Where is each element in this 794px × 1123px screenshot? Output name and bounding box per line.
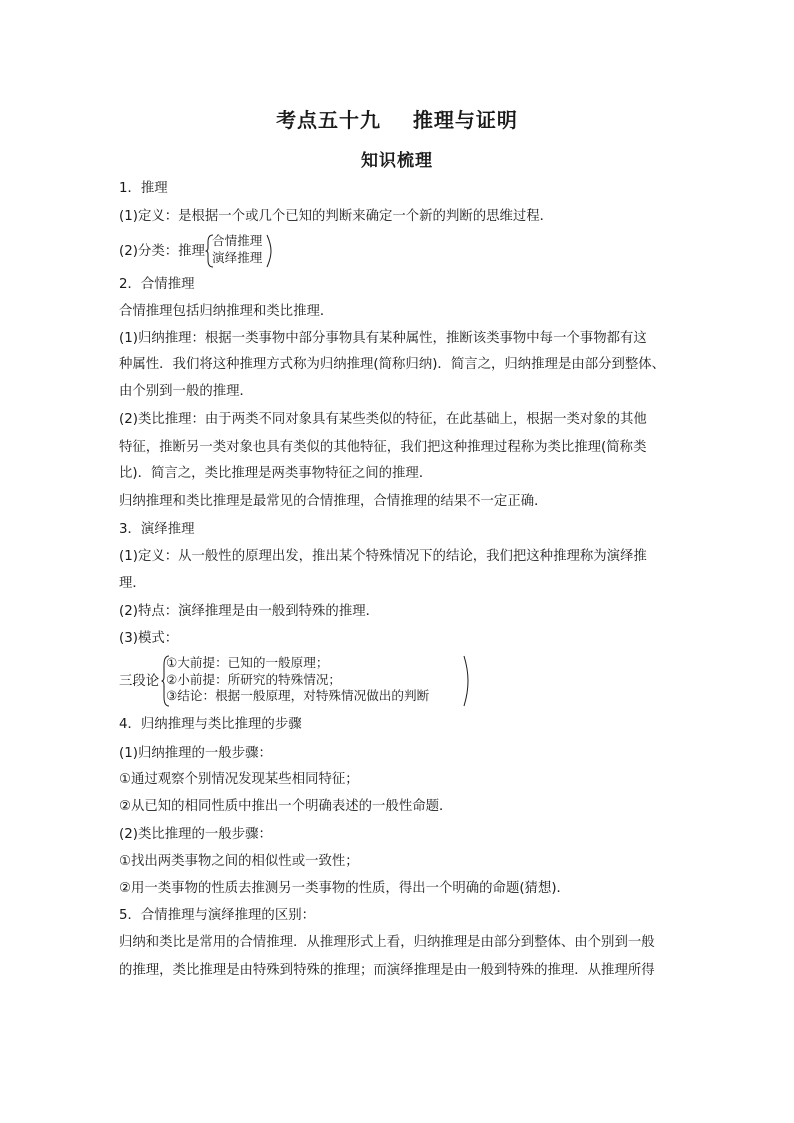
section-5-heading: 5．合情推理与演绎推理的区别： — [119, 908, 315, 923]
syllogism-item: ①大前提：已知的一般原理； — [166, 655, 329, 670]
section-3-heading: 3．演绎推理 — [119, 522, 195, 537]
s3-definition-line: 理． — [119, 576, 146, 591]
s2-induction-line: (1)归纳推理：根据一类事物中部分事物具有某种属性，推断该类事物中每一个事物都有这 — [119, 331, 647, 346]
page-title: 考点五十九 推理与证明 — [276, 108, 518, 132]
s4-induction-step: ②从已知的相同性质中推出一个明确表述的一般性命题． — [119, 799, 453, 814]
syllogism-item: ②小前提：所研究的特殊情况； — [166, 671, 342, 687]
section-1-heading: 1．推理 — [119, 181, 168, 196]
s1-definition: (1)定义：是根据一个或几个已知的判断来确定一个新的判断的思维过程． — [119, 209, 554, 224]
right-bracket-icon — [463, 655, 469, 707]
s2-induction-line: 由个别到一般的推理． — [119, 384, 253, 399]
s3-feature: (2)特点：演绎推理是由一般到特殊的推理． — [119, 604, 379, 619]
syllogism-label: 三段论 — [119, 674, 160, 689]
s2-induction-line: 种属性．我们将这种推理方式称为归纳推理(简称归纳)．简言之，归纳推理是由部分到整体、 — [119, 357, 666, 372]
section-2-heading: 2．合情推理 — [119, 277, 195, 292]
s2-analogy-line: 特征，推断另一类对象也具有类似的其他特征，我们把这种推理过程称为类比推理(简称类 — [119, 440, 647, 455]
s5-text-line: 的推理，类比推理是由特殊到特殊的推理；而演绎推理是由一般到特殊的推理．从推理所得 — [119, 963, 655, 978]
s4-analogy-step: ①找出两类事物之间的相似性或一致性； — [119, 854, 359, 869]
section-4-heading: 4．归纳推理与类比推理的步骤 — [119, 717, 302, 732]
s2-summary: 归纳推理和类比推理是最常见的合情推理，合情推理的结果不一定正确． — [119, 494, 548, 509]
s4-induction-step: ①通过观察个别情况发现某些相同特征； — [119, 772, 359, 787]
s2-analogy-line: (2)类比推理：由于两类不同对象具有某些类似的特征，在此基础上，根据一类对象的其他 — [119, 412, 647, 427]
s3-mode: (3)模式： — [119, 631, 179, 646]
s2-intro: 合情推理包括归纳推理和类比推理． — [119, 304, 334, 319]
classification-item: 合情推理 — [212, 233, 263, 248]
section-subtitle: 知识梳理 — [361, 151, 433, 171]
s2-analogy-line: 比)．简言之，类比推理是两类事物特征之间的推理． — [119, 466, 433, 481]
s5-text-line: 归纳和类比是常用的合情推理．从推理形式上看，归纳推理是由部分到整体、由个别到一般 — [119, 935, 655, 950]
s4-induction-title: (1)归纳推理的一般步骤： — [119, 746, 272, 761]
s3-definition-line: (1)定义：从一般性的原理出发，推出某个特殊情况下的结论，我们把这种推理称为演绎推 — [119, 549, 647, 564]
classification-item: 演绎推理 — [212, 249, 263, 265]
right-bracket-icon — [266, 234, 272, 268]
classification-list — [212, 233, 262, 266]
s1-classification-label: (2)分类：推理 — [119, 244, 205, 259]
syllogism-list — [166, 655, 429, 705]
s4-analogy-step: ②用一类事物的性质去推测另一类事物的性质，得出一个明确的命题(猜想)． — [119, 881, 570, 896]
s4-analogy-title: (2)类比推理的一般步骤： — [119, 827, 272, 842]
syllogism-item: ③结论：根据一般原理，对特殊情况做出的判断 — [166, 688, 430, 703]
